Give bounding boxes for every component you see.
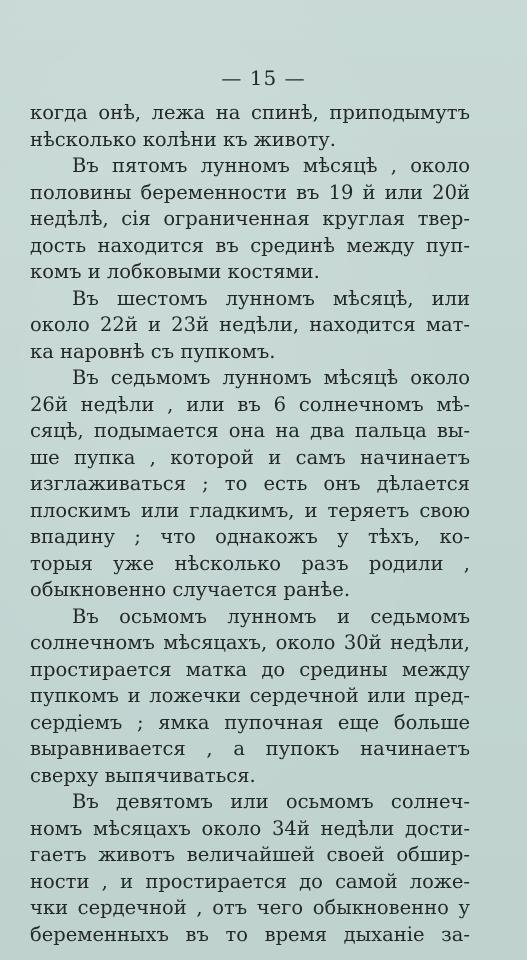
text-line: недѣлѣ, сія ограниченная круглая твер- xyxy=(30,207,470,230)
text-line: солнечномъ мѣсяцахъ, около 30й недѣли, xyxy=(30,631,470,654)
text-line: около 22й и 23й недѣли, находится мат- xyxy=(30,313,470,336)
body-text xyxy=(30,100,470,948)
text-line: дость находится въ срединѣ между пуп- xyxy=(30,233,470,257)
text-line: чки сердечной , отъ чего обыкновенно у xyxy=(30,896,470,919)
text-line: комъ и лобковыми костями. xyxy=(30,260,320,283)
text-line: Въ осьмомъ лунномъ и седьмомъ xyxy=(72,604,470,628)
text-line: впадину ; что однакожъ у тѣхъ, ко- xyxy=(30,525,470,548)
page-number: — 15 — xyxy=(221,66,306,90)
text-line: ка наровнѣ съ пупкомъ. xyxy=(30,339,276,363)
text-line: сверху выпячиваться. xyxy=(30,763,256,787)
text-line: нѣсколько колѣни къ животу. xyxy=(30,127,336,151)
text-line: пупкомъ и ложечки сердечной или пред- xyxy=(30,684,470,707)
text-line: гаетъ животъ величайшей своей обшир- xyxy=(30,843,470,866)
text-line: ше пупка , которой и самъ начинаетъ xyxy=(30,445,470,469)
text-line: плоскимъ или гладкимъ, и теряетъ свою xyxy=(30,498,470,522)
text-line: выравнивается , а пупокъ начинаетъ xyxy=(30,737,470,760)
text-line: сердіемъ ; ямка пупочная еще больше xyxy=(30,710,470,734)
text-line: ности , и простирается до самой ложе- xyxy=(30,869,470,893)
text-line: простирается матка до средины между xyxy=(30,657,470,681)
text-line: Въ шестомъ лунномъ мѣсяцѣ, или xyxy=(72,286,470,310)
text-line: беременныхъ въ то время дыханіе за- xyxy=(30,922,470,946)
text-line: Въ пятомъ лунномъ мѣсяцѣ , около xyxy=(72,154,470,177)
text-line: 26й недѣли , или въ 6 солнечномъ мѣ- xyxy=(30,392,470,416)
text-line: когда онѣ, лежа на спинѣ, приподымутъ xyxy=(30,101,470,124)
text-line: номъ мѣсяцахъ около 34й недѣли дости- xyxy=(30,816,470,840)
text-line: Въ девятомъ или осьмомъ солнеч- xyxy=(72,790,470,813)
text-line: сяцѣ, подымается она на два пальца вы- xyxy=(30,419,470,442)
text-line: обыкновенно случается ранѣе. xyxy=(30,578,351,601)
text-line: изглаживаться ; то есть онъ дѣлается xyxy=(30,472,470,495)
text-line: Въ седьмомъ лунномъ мѣсяцѣ около xyxy=(72,366,470,389)
text-line: торыя уже нѣсколько разъ родили , xyxy=(30,551,470,575)
text-line: половины беременности въ 19 й или 20й xyxy=(30,180,470,204)
